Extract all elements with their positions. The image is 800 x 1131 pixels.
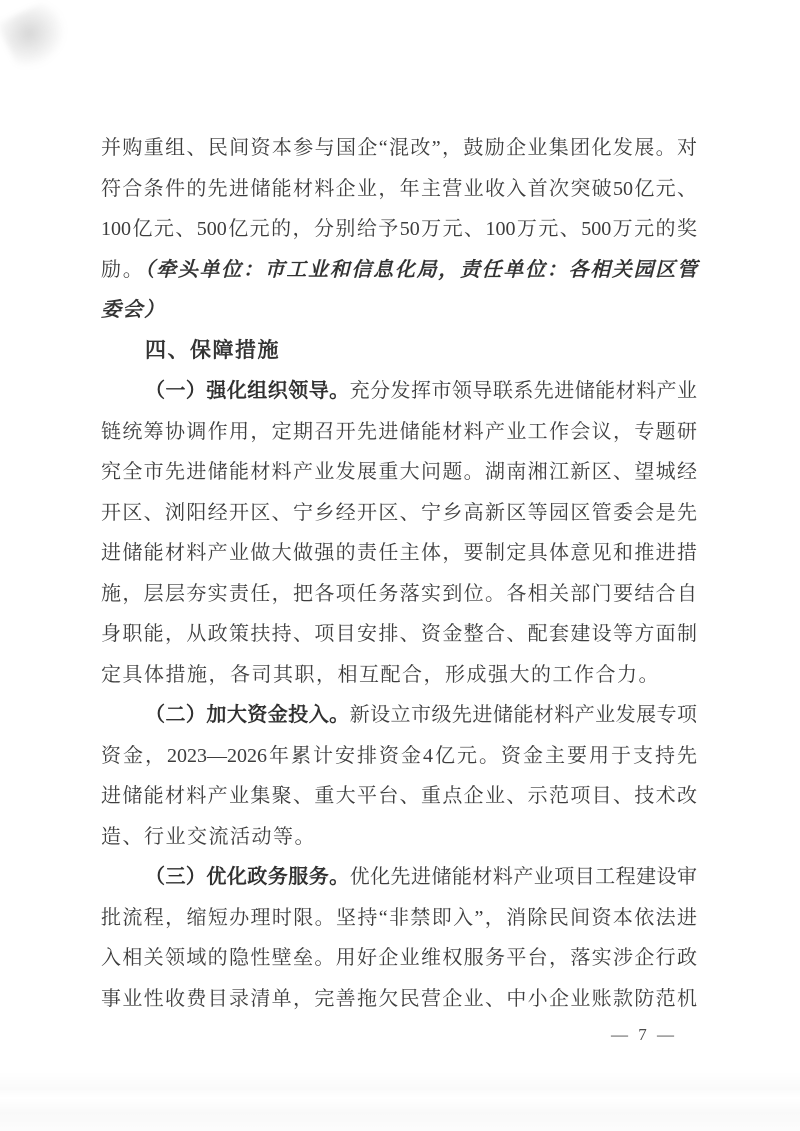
- body-text: 事业性收费目录清单，完善拖欠民营企业、中小企业账款防范机: [101, 987, 697, 1010]
- body-text: 资金，2023—2026年累计安排资金4亿元。资金主要用于支持先: [101, 744, 697, 767]
- text-line: [101, 169, 697, 210]
- heading-text: 四、保障措施: [145, 338, 280, 362]
- body-text: 究全市先进储能材料产业发展重大问题。湖南湘江新区、望城经: [101, 461, 697, 483]
- lead-emphasis: （三）优化政务服务。: [145, 866, 350, 888]
- body-text: 施，层层夯实责任，把各项任务落实到位。各相关部门要结合自: [101, 582, 697, 605]
- text-line: [101, 695, 697, 736]
- body-text: 进储能材料产业做大做强的责任主体，要制定具体意见和推进措: [101, 542, 697, 564]
- body-text: 励。: [101, 258, 145, 281]
- paragraph: [101, 695, 697, 857]
- text-line: [101, 817, 697, 858]
- text-line: [101, 371, 697, 412]
- body-text: 造、行业交流活动等。: [101, 825, 316, 848]
- text-line: [101, 128, 697, 169]
- text-line: [101, 533, 697, 574]
- paragraph: [101, 371, 697, 695]
- body-text: 充分发挥市领导联系先进储能材料产业: [349, 380, 698, 402]
- body-text: 链统筹协调作用，定期召开先进储能材料产业工作会议，专题研: [101, 420, 697, 443]
- page-number: — 7 —: [611, 1025, 677, 1044]
- text-line: [101, 412, 697, 453]
- lead-emphasis: （二）加大资金投入。: [145, 704, 350, 726]
- body-text: 新设立市级先进储能材料产业发展专项: [349, 704, 698, 726]
- body-text: 符合条件的先进储能材料企业，年主营业收入首次突破50亿元、: [101, 177, 697, 200]
- unit-annotation: （牵头单位：市工业和信息化局，责任单位：各相关园区管: [144, 258, 698, 281]
- section-heading: [101, 331, 697, 372]
- document-content: [101, 128, 697, 1019]
- text-line: [101, 209, 697, 250]
- body-text: 100亿元、500亿元的，分别给予50万元、100万元、500万元的奖: [101, 218, 697, 240]
- text-line: [101, 250, 697, 291]
- text-line: [101, 493, 697, 534]
- text-line: [101, 655, 697, 696]
- body-text: 开区、浏阳经开区、宁乡经开区、宁乡高新区等园区管委会是先: [101, 501, 697, 524]
- text-line: [101, 452, 697, 493]
- scan-streak-artifact: [0, 1071, 800, 1131]
- text-line: [101, 614, 697, 655]
- text-line: [101, 979, 697, 1020]
- body-text: 并购重组、民间资本参与国企“混改”，鼓励企业集团化发展。对: [101, 137, 697, 159]
- body-text: 身职能，从政策扶持、项目安排、资金整合、配套建设等方面制: [101, 623, 697, 645]
- text-line: [101, 776, 697, 817]
- text-line: [101, 736, 697, 777]
- paragraph: [101, 857, 697, 1019]
- paragraph: [101, 128, 697, 331]
- text-line: [101, 331, 697, 372]
- scan-smudge-artifact: [0, 0, 77, 74]
- body-text: 优化先进储能材料产业项目工程建设审: [349, 866, 698, 888]
- lead-emphasis: （一）强化组织领导。: [145, 380, 350, 402]
- body-text: 入相关领域的隐性壁垒。用好企业维权服务平台，落实涉企行政: [101, 947, 697, 969]
- text-line: [101, 898, 697, 939]
- unit-annotation: 委会）: [101, 299, 166, 321]
- body-text: 定具体措施，各司其职，相互配合，形成强大的工作合力。: [101, 663, 660, 686]
- text-line: [101, 574, 697, 615]
- body-text: 进储能材料产业集聚、重大平台、重点企业、示范项目、技术改: [101, 785, 697, 807]
- text-line: [101, 857, 697, 898]
- text-line: [101, 290, 697, 331]
- body-text: 批流程，缩短办理时限。坚持“非禁即入”，消除民间资本依法进: [101, 906, 697, 929]
- text-line: [101, 938, 697, 979]
